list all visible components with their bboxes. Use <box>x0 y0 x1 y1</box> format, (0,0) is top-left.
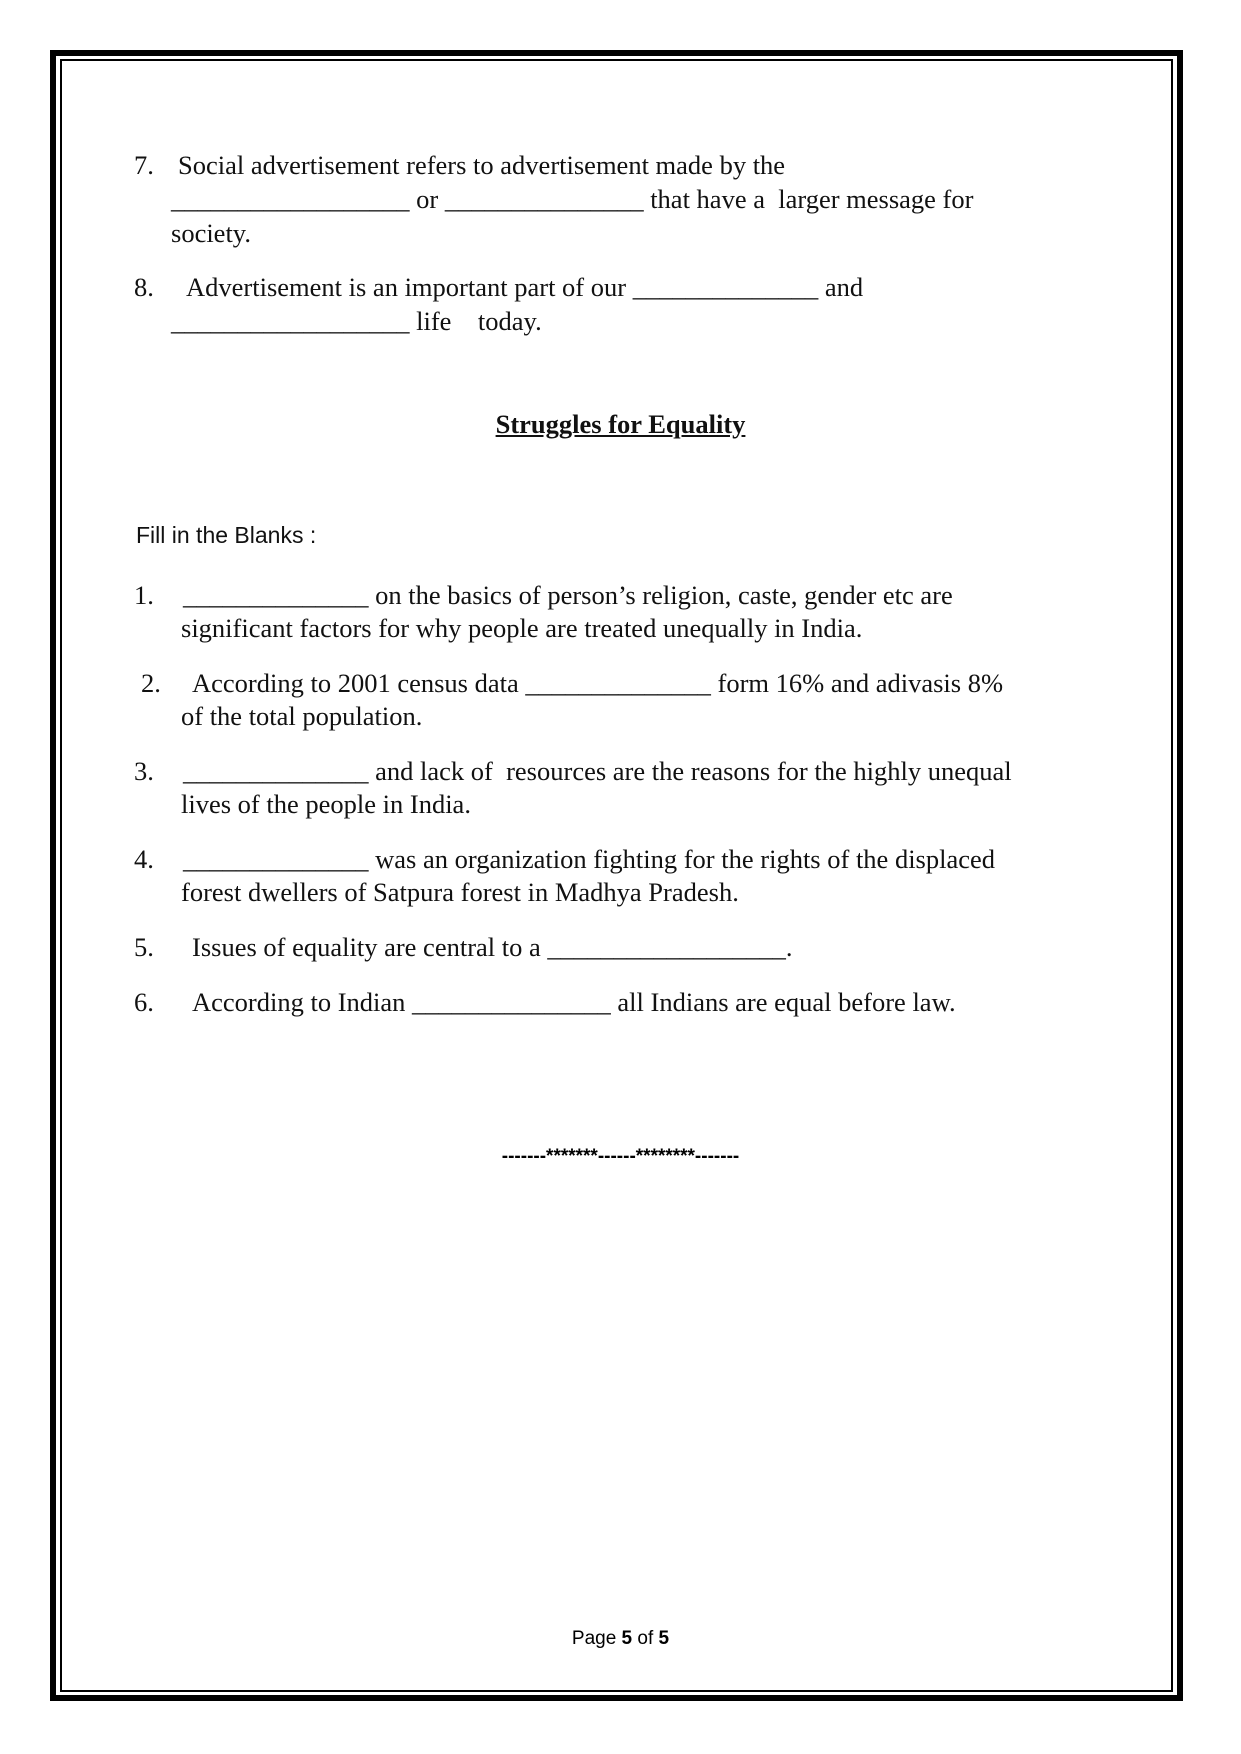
question-text-line-2: significant factors for why people are treated unequally in India. <box>181 613 863 643</box>
question-number: 1. <box>134 580 154 610</box>
question-text-line-1: Advertisement is an important part of our ______________ and <box>186 272 864 302</box>
section-subheading: Fill in the Blanks : <box>136 522 317 548</box>
question-text-line-1: According to Indian _______________ all Indians are equal before law. <box>192 987 956 1017</box>
current-page-number: 5 <box>621 1628 633 1649</box>
question-text-line-1: According to 2001 census data ______________ form 16% and adivasis 8% <box>192 668 1004 698</box>
question-text-line-2: __________________ life today. <box>171 306 542 336</box>
end-divider: -------*******------********------- <box>501 1146 740 1167</box>
question-text-line-3: society. <box>171 218 251 248</box>
question-number: 4. <box>134 844 154 874</box>
page-of-label: of <box>632 1628 659 1649</box>
question-text-line-2: lives of the people in India. <box>181 789 471 819</box>
page-footer <box>0 1628 1241 1650</box>
question-text-line-2: of the total population. <box>181 701 423 731</box>
question-text-line-1: Social advertisement refers to advertisement made by the <box>178 150 786 180</box>
question-text-line-2: forest dwellers of Satpura forest in Madhya Pradesh. <box>181 877 739 907</box>
question-text-line-2: __________________ or _______________ that have a larger message for <box>171 184 974 214</box>
question-number: 7. <box>134 150 154 180</box>
question-text-line-1: ______________ was an organization fighting for the rights of the displaced <box>183 844 996 874</box>
section-title: Struggles for Equality <box>495 409 746 439</box>
question-number: 6. <box>134 987 154 1017</box>
question-number: 5. <box>134 932 154 962</box>
question-number: 3. <box>134 756 154 786</box>
question-text-line-1: ______________ on the basics of person’s religion, caste, gender etc are <box>183 580 953 610</box>
question-text-line-1: Issues of equality are central to a __________________. <box>192 932 793 962</box>
total-pages-number: 5 <box>658 1628 670 1649</box>
question-text-line-1: ______________ and lack of resources are the reasons for the highly unequal <box>183 756 1012 786</box>
question-number: 8. <box>134 272 154 302</box>
question-number: 2. <box>141 668 161 698</box>
page-label: Page <box>571 1628 622 1649</box>
